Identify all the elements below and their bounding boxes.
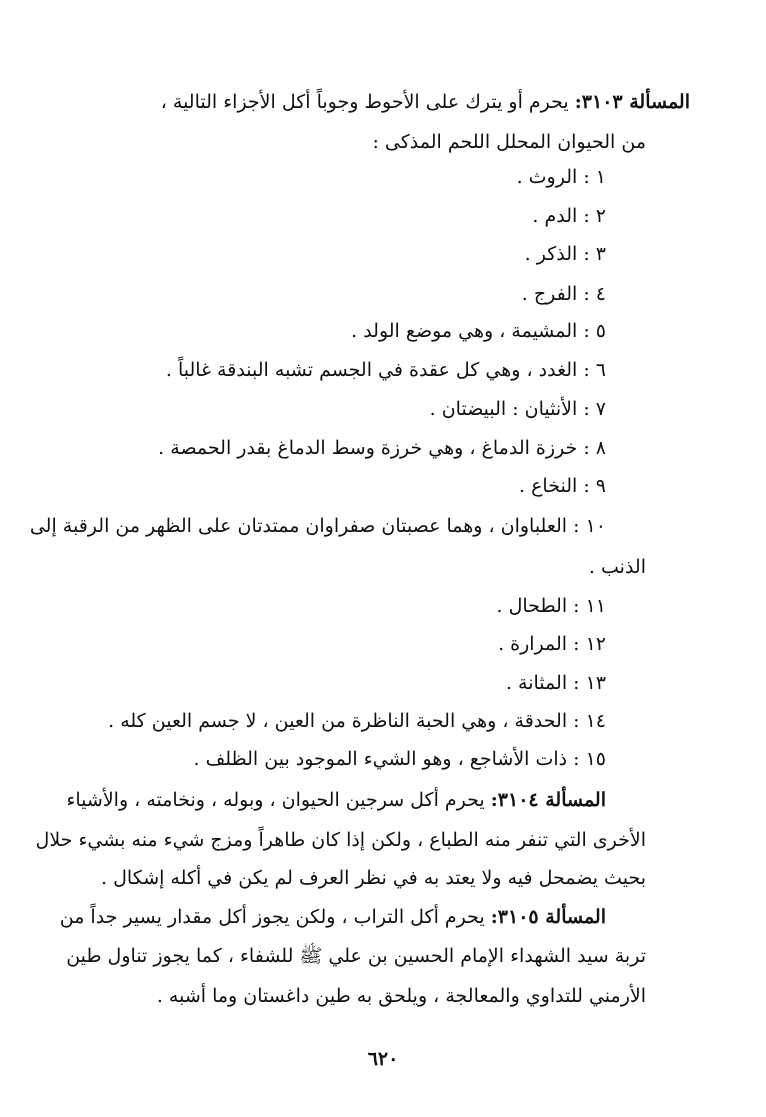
issue-3105-line-2: تربة سيد الشهداء الإمام الحسين بن علي ﷺ للشفاء ، كما يجوز تناول طين bbox=[66, 945, 646, 967]
list-item: ٨ : خرزة الدماغ ، وهي خرزة وسط الدماغ بقدر الحمصة . bbox=[158, 437, 606, 459]
list-item: ٩ : النخاع . bbox=[519, 475, 606, 497]
issue-3104-line-2: الأخرى التي تنفر منه الطباع ، ولكن إذا كان طاهراً ومزج شيء منه بشيء حلال bbox=[35, 829, 646, 851]
list-item: ١٥ : ذات الأشاجع ، وهو الشيء الموجود بين الظلف . bbox=[193, 748, 606, 770]
issue-3103-label: المسألة ٣١٠٣: bbox=[574, 91, 690, 113]
list-item: ٣ : الذكر . bbox=[524, 243, 606, 265]
issue-3105-label: المسألة ٣١٠٥: bbox=[490, 906, 606, 928]
list-item: ١ : الروث . bbox=[516, 166, 606, 188]
issue-3104-text-1: يحرم أكل سرجين الحيوان ، وبوله ، ونخامته ، والأشياء bbox=[66, 789, 485, 811]
list-item-continuation: الذنب . bbox=[588, 556, 646, 578]
page-number: ٦٢٠ bbox=[367, 1048, 399, 1070]
issue-3104-label: المسألة ٣١٠٤: bbox=[490, 789, 606, 811]
list-item: ٤ : الفرج . bbox=[521, 283, 606, 305]
issue-3104-line-1 bbox=[66, 786, 606, 814]
list-item: ٥ : المشيمة ، وهي موضع الولد . bbox=[351, 320, 606, 342]
list-item: ٢ : الدم . bbox=[532, 205, 606, 227]
issue-3103-line-2: من الحيوان المحلل اللحم المذكى : bbox=[372, 131, 646, 153]
list-item: ١٤ : الحدقة ، وهي الحبة الناظرة من العين ، لا جسم العين كله . bbox=[108, 710, 606, 732]
list-item: ١٣ : المثانة . bbox=[505, 672, 606, 694]
list-item: ١٠ : العلباوان ، وهما عصبتان صفراوان ممتدتان على الظهر من الرقبة إلى bbox=[29, 515, 606, 537]
issue-3105-line-3: الأرمني للتداوي والمعالجة ، ويلحق به طين داغستان وما أشبه . bbox=[156, 985, 646, 1007]
issue-3105-line-1 bbox=[59, 903, 606, 931]
list-item: ١٢ : المرارة . bbox=[498, 633, 606, 655]
list-item: ٧ : الأنثيان : البيضتان . bbox=[429, 398, 606, 420]
list-item: ١١ : الطحال . bbox=[496, 595, 606, 617]
list-item: ٦ : الغدد ، وهي كل عقدة في الجسم تشبه البندقة غالباً . bbox=[165, 359, 606, 381]
issue-3103-text-1: يحرم أو يترك على الأحوط وجوباً أكل الأجزاء التالية ، bbox=[160, 91, 569, 113]
issue-3104-line-3: بحيث يضمحل فيه ولا يعتد به في نظر العرف لم يكن في أكله إشكال . bbox=[101, 867, 646, 889]
issue-3103-line-1 bbox=[161, 88, 690, 116]
issue-3105-text-1: يحرم أكل التراب ، ولكن يجوز أكل مقدار يسير جداً من bbox=[59, 906, 485, 928]
